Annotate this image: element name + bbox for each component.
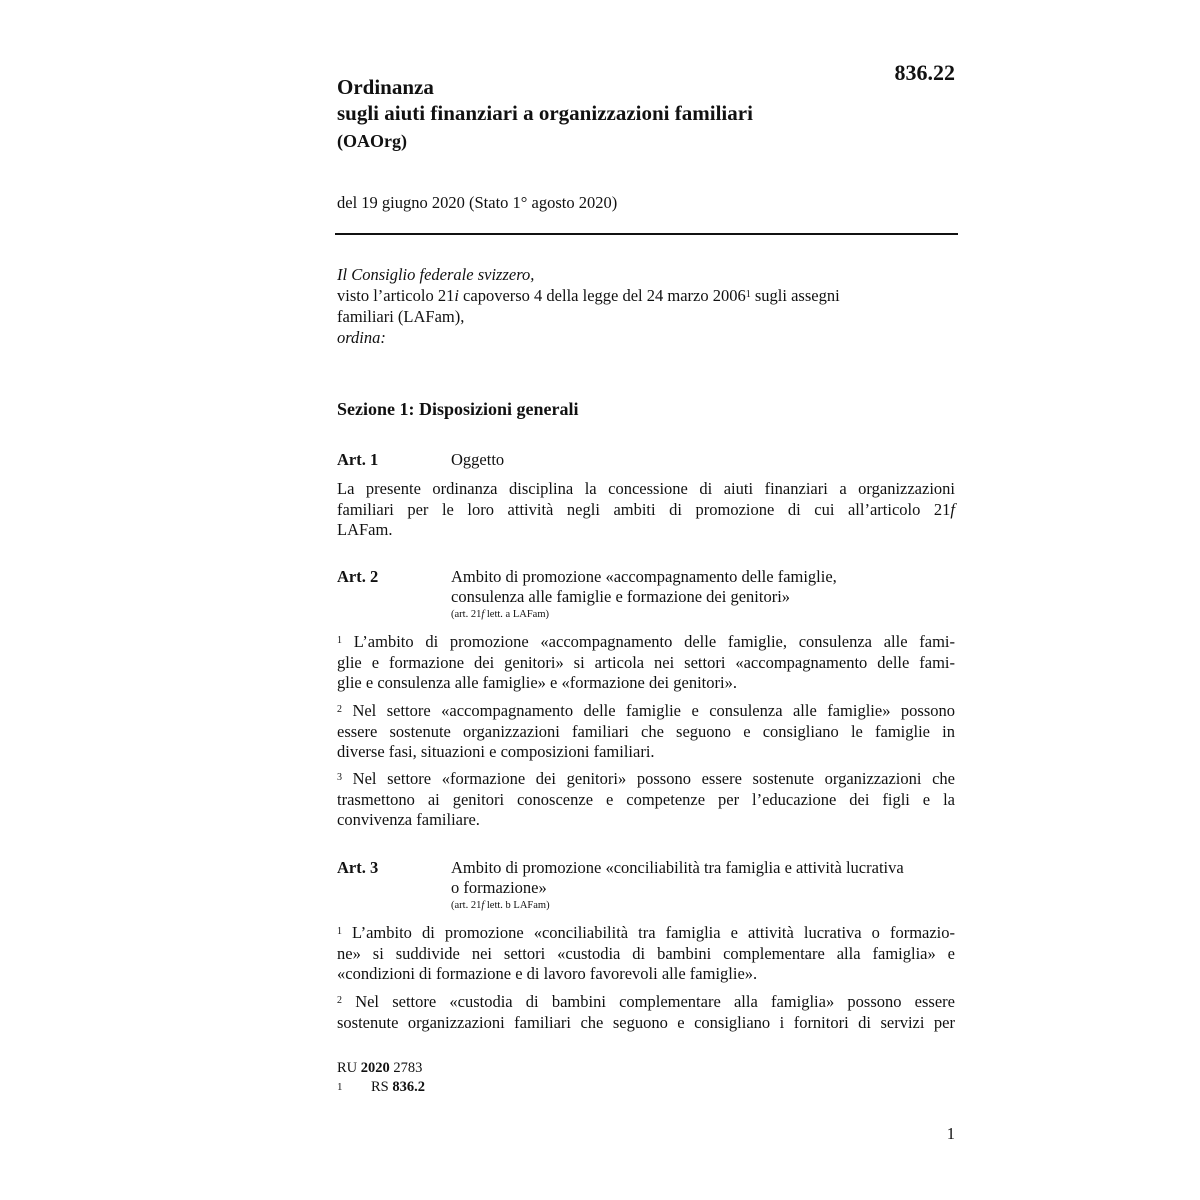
footnotes — [337, 1059, 425, 1097]
footnote-1: 1 RS 836.2 — [337, 1079, 425, 1095]
document-date: del 19 giugno 2020 (Stato 1° agosto 2020) — [337, 193, 618, 212]
document-title — [337, 74, 753, 154]
preamble-basis-line-2: familiari (LAFam), — [337, 307, 465, 326]
art-1-text: La presente ordinanza disciplina la concessione di aiuti finanziari a organizzazioni familiari per le loro attività negli ambiti di promozione di cui all’articolo 21f LAFam. — [337, 479, 955, 539]
title-line-1: Ordinanza — [337, 75, 434, 99]
title-abbreviation: (OAOrg) — [337, 131, 407, 151]
art-3-title: Ambito di promozione «conciliabilità tra famiglia e attività lucrativa o formazione» (art. 21f lett. b LAFam) — [451, 858, 956, 913]
art-2-title: Ambito di promozione «accompagnamento delle famiglie, consulenza alle famiglie e formazione dei genitori» (art. 21f lett. a LAFam) — [451, 567, 956, 622]
document-number: 836.22 — [894, 60, 955, 85]
art-2-legal-ref: (art. 21f lett. a LAFam) — [451, 609, 549, 620]
section-1-heading: Sezione 1: Disposizioni generali — [337, 399, 579, 419]
art-2-paragraph-1: $^1$ L’ambito di promozione «accompagnamento delle famiglie, consulenza alle fami- glie e formazione dei genitori» si articola nei settori «accompagnamento delle fami- glie e consulenza alle famiglie» e «formazione dei genitori». — [337, 632, 955, 692]
art-2-paragraph-3: $^3$ Nel settore «formazione dei genitori» possono essere sostenute organizzazioni che trasmettono ai genitori conoscenze e competenze per l’educazione dei figli e la convivenza familiare. — [337, 769, 955, 829]
preamble-decree: ordina: — [337, 328, 386, 347]
preamble-authority: Il Consiglio federale svizzero, — [337, 265, 535, 284]
art-2-number: Art. 2 — [337, 567, 379, 586]
art-1-number: Art. 1 — [337, 450, 379, 469]
preamble-basis-line-1: visto l’articolo 21i capoverso 4 della legge del 24 marzo 2006$^1$ sugli assegni — [337, 286, 840, 305]
title-divider — [335, 233, 958, 235]
preamble — [337, 264, 937, 348]
title-line-2: sugli aiuti finanziari a organizzazioni familiari — [337, 101, 753, 125]
art-3-legal-ref: (art. 21f lett. b LAFam) — [451, 900, 550, 911]
art-3-number: Art. 3 — [337, 858, 379, 877]
art-1-title: Oggetto — [451, 450, 505, 469]
official-compilation-ref: RU 2020 2783 — [337, 1060, 423, 1076]
art-3-paragraph-1: $^1$ L’ambito di promozione «conciliabilità tra famiglia e attività lucrativa o formazio- ne» si suddivide nei settori «custodia di bambini complementare alla famiglia» e «condizioni di formazione e di lavoro favorevoli alle famiglie». — [337, 923, 955, 983]
art-3-paragraph-2: $^2$ Nel settore «custodia di bambini complementare alla famiglia» possono essere sostenute organizzazioni familiari che seguono e consigliano i fornitori di servizi per — [337, 992, 955, 1032]
page-number: 1 — [946, 1124, 955, 1143]
art-2-paragraph-2: $^2$ Nel settore «accompagnamento delle famiglie e consulenza alle famiglie» possono essere sostenute organizzazioni familiari che seguono e consigliano le famiglie in diverse fasi, situazioni e composizioni familiari. — [337, 701, 955, 761]
footnote-ref-1[interactable]: 1 — [745, 289, 751, 300]
